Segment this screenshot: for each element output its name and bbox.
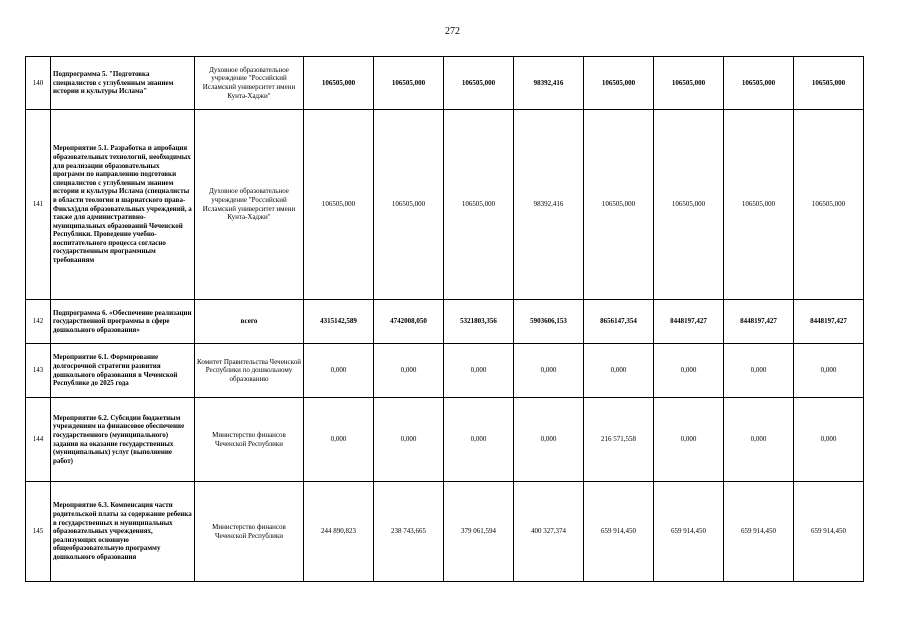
- value-cell: 106505,000: [444, 57, 514, 110]
- value-cell: 8656147,354: [584, 300, 654, 344]
- value-cell: 106505,000: [374, 57, 444, 110]
- value-cell: 659 914,450: [724, 482, 794, 582]
- value-cell: 0,000: [514, 398, 584, 482]
- executor: Духовное образовательное учреждение "Российский Исламский университет имени Кунта-Хаджи": [195, 57, 304, 110]
- executor: Министерство финансов Чеченской Республики: [195, 482, 304, 582]
- value-cell: 8448197,427: [794, 300, 864, 344]
- value-cell: 0,000: [724, 398, 794, 482]
- value-cell: 106505,000: [794, 110, 864, 300]
- value-cell: 98392,416: [514, 57, 584, 110]
- row-number: 142: [26, 300, 51, 344]
- value-cell: 106505,000: [374, 110, 444, 300]
- value-cell: 244 890,823: [304, 482, 374, 582]
- value-cell: 0,000: [584, 344, 654, 398]
- value-cell: 0,000: [794, 344, 864, 398]
- value-cell: 0,000: [654, 344, 724, 398]
- value-cell: 98392,416: [514, 110, 584, 300]
- value-cell: 0,000: [514, 344, 584, 398]
- value-cell: 106505,000: [304, 57, 374, 110]
- value-cell: 106505,000: [584, 57, 654, 110]
- value-cell: 0,000: [794, 398, 864, 482]
- value-cell: 216 571,558: [584, 398, 654, 482]
- budget-table: [25, 56, 864, 582]
- program-name: Мероприятие 6.2. Субсидии бюджетным учреждениям на финансовое обеспечение государственного (муниципального) задания на оказание государственных (муниципальных) услуг (выполнение работ): [51, 398, 195, 482]
- value-cell: 659 914,450: [794, 482, 864, 582]
- value-cell: 5903606,153: [514, 300, 584, 344]
- table-row: [26, 398, 864, 482]
- row-number: 141: [26, 110, 51, 300]
- value-cell: 379 061,594: [444, 482, 514, 582]
- value-cell: 106505,000: [794, 57, 864, 110]
- value-cell: 106505,000: [444, 110, 514, 300]
- value-cell: 659 914,450: [584, 482, 654, 582]
- program-name: Подпрограмма 5. "Подготовка специалистов с углубленным знанием истории и культуры Ислама": [51, 57, 195, 110]
- value-cell: 106505,000: [304, 110, 374, 300]
- row-number: 145: [26, 482, 51, 582]
- value-cell: 0,000: [444, 398, 514, 482]
- table-row: [26, 57, 864, 110]
- value-cell: 106505,000: [584, 110, 654, 300]
- program-name: Мероприятие 6.1. Формирование долгосрочной стратегии развития дошкольного образования в Чеченской Республике до 2025 года: [51, 344, 195, 398]
- value-cell: 4742008,050: [374, 300, 444, 344]
- value-cell: 106505,000: [654, 110, 724, 300]
- table-row: [26, 344, 864, 398]
- table-row: [26, 110, 864, 300]
- value-cell: 0,000: [304, 344, 374, 398]
- value-cell: 5321803,356: [444, 300, 514, 344]
- value-cell: 8448197,427: [724, 300, 794, 344]
- row-number: 144: [26, 398, 51, 482]
- program-name: Подпрограмма 6. «Обеспечение реализации государственной программы в сфере дошкольного образования»: [51, 300, 195, 344]
- value-cell: 0,000: [374, 344, 444, 398]
- value-cell: 106505,000: [724, 110, 794, 300]
- page-number: 272: [445, 26, 460, 37]
- value-cell: 106505,000: [654, 57, 724, 110]
- value-cell: 8448197,427: [654, 300, 724, 344]
- executor: Министерство финансов Чеченской Республики: [195, 398, 304, 482]
- program-name: Мероприятие 6.3. Компенсация части родительской платы за содержание ребенка в государственных и муниципальных образовательных учреждениях, реализующих основную общеобразовательную программу дошкольного образования: [51, 482, 195, 582]
- program-name: Мероприятие 5.1. Разработка и апробация образовательных технологий, необходимых для реализации образовательных программ по направлению подготовки специалистов с углубленным знанием истории и культуры Ислама (специалисты в области теологии и шариатского права-Фикъх)для образовательных учреждений, а также для административно-муниципальных образований Чеченской Республики. Проведение учебно-воспитательного процесса согласно государственным программным требованиям: [51, 110, 195, 300]
- value-cell: 0,000: [304, 398, 374, 482]
- value-cell: 0,000: [444, 344, 514, 398]
- value-cell: 659 914,450: [654, 482, 724, 582]
- value-cell: 238 743,665: [374, 482, 444, 582]
- value-cell: 0,000: [374, 398, 444, 482]
- value-cell: 4315142,589: [304, 300, 374, 344]
- table-row: [26, 482, 864, 582]
- table-row: [26, 300, 864, 344]
- value-cell: 400 327,374: [514, 482, 584, 582]
- value-cell: 0,000: [654, 398, 724, 482]
- row-number: 143: [26, 344, 51, 398]
- executor: всего: [195, 300, 304, 344]
- value-cell: 0,000: [724, 344, 794, 398]
- row-number: 140: [26, 57, 51, 110]
- executor: Комитет Правительства Чеченской Республики по дошкольному образованию: [195, 344, 304, 398]
- value-cell: 106505,000: [724, 57, 794, 110]
- executor: Духовное образовательное учреждение "Российский Исламский университет имени Кунта-Хаджи": [195, 110, 304, 300]
